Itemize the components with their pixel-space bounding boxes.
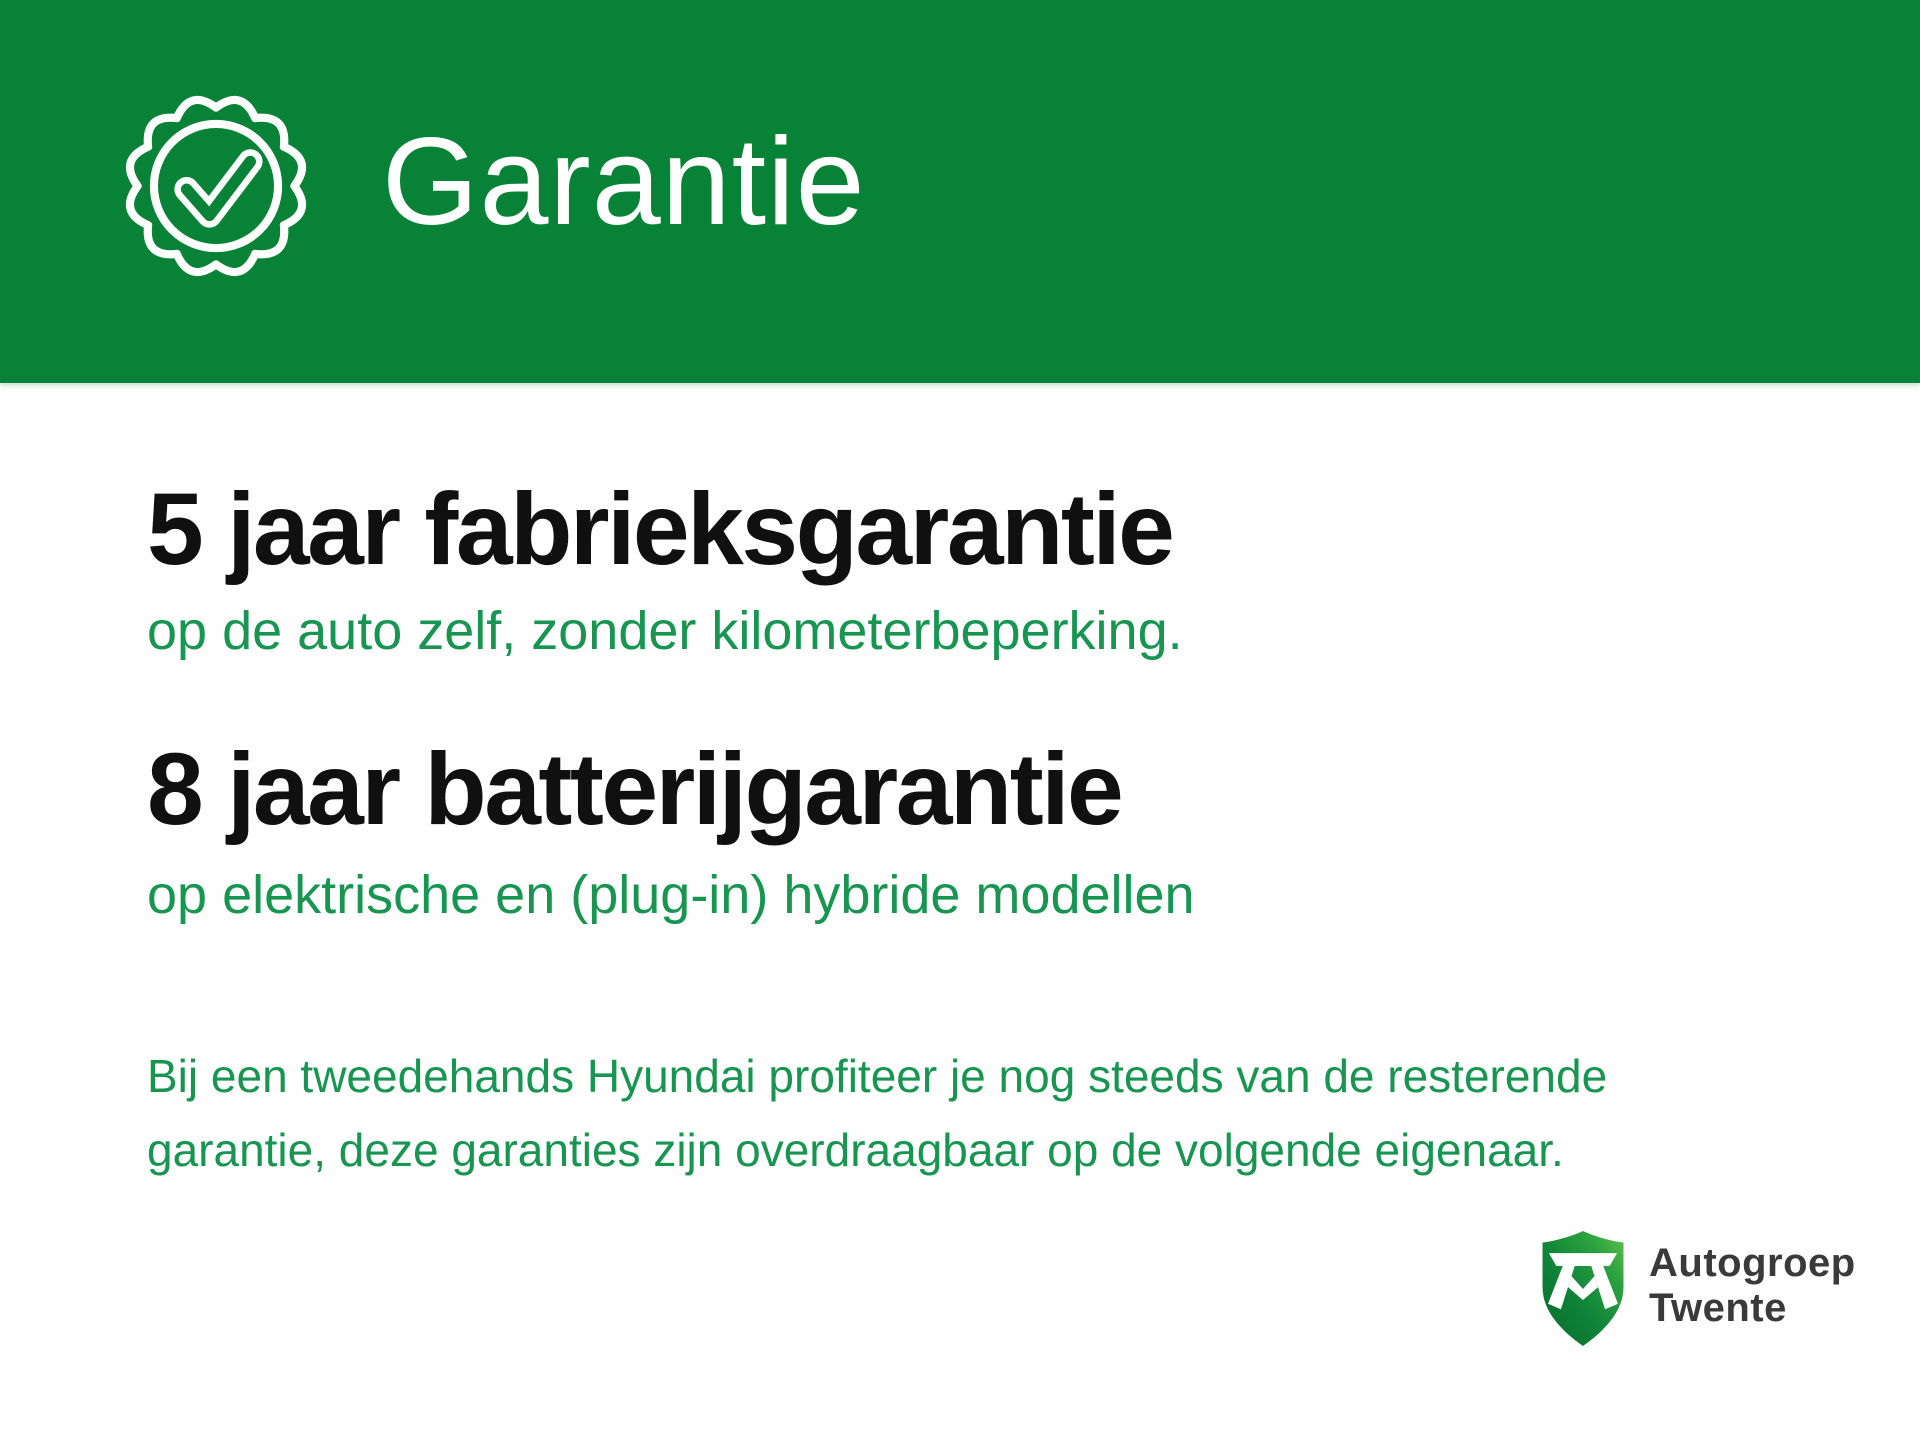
footnote-line-2: garantie, deze garanties zijn overdraagbaar op de volgende eigenaar. — [147, 1123, 1564, 1176]
autogroep-twente-logo — [1537, 1227, 1856, 1351]
page-title: Garantie — [382, 113, 866, 251]
badge-check-icon — [118, 88, 314, 284]
heading-batterijgarantie: 8 jaar batterijgarantie — [147, 732, 1122, 846]
subheading-batterijgarantie: op elektrische en (plug-in) hybride modellen — [147, 865, 1195, 925]
autogroep-shield-icon — [1537, 1227, 1629, 1351]
header-band — [0, 0, 1920, 383]
footnote-line-1: Bij een tweedehands Hyundai profiteer je nog steeds van de resterende — [147, 1050, 1608, 1102]
heading-fabrieksgarantie: 5 jaar fabrieksgarantie — [147, 472, 1173, 586]
logo-line-2: Twente — [1649, 1285, 1787, 1330]
footnote-paragraph — [147, 1040, 1607, 1187]
logo-line-1: Autogroep — [1649, 1241, 1856, 1285]
logo-wordmark — [1649, 1241, 1856, 1331]
subheading-fabrieksgarantie: op de auto zelf, zonder kilometerbeperking. — [147, 601, 1183, 661]
